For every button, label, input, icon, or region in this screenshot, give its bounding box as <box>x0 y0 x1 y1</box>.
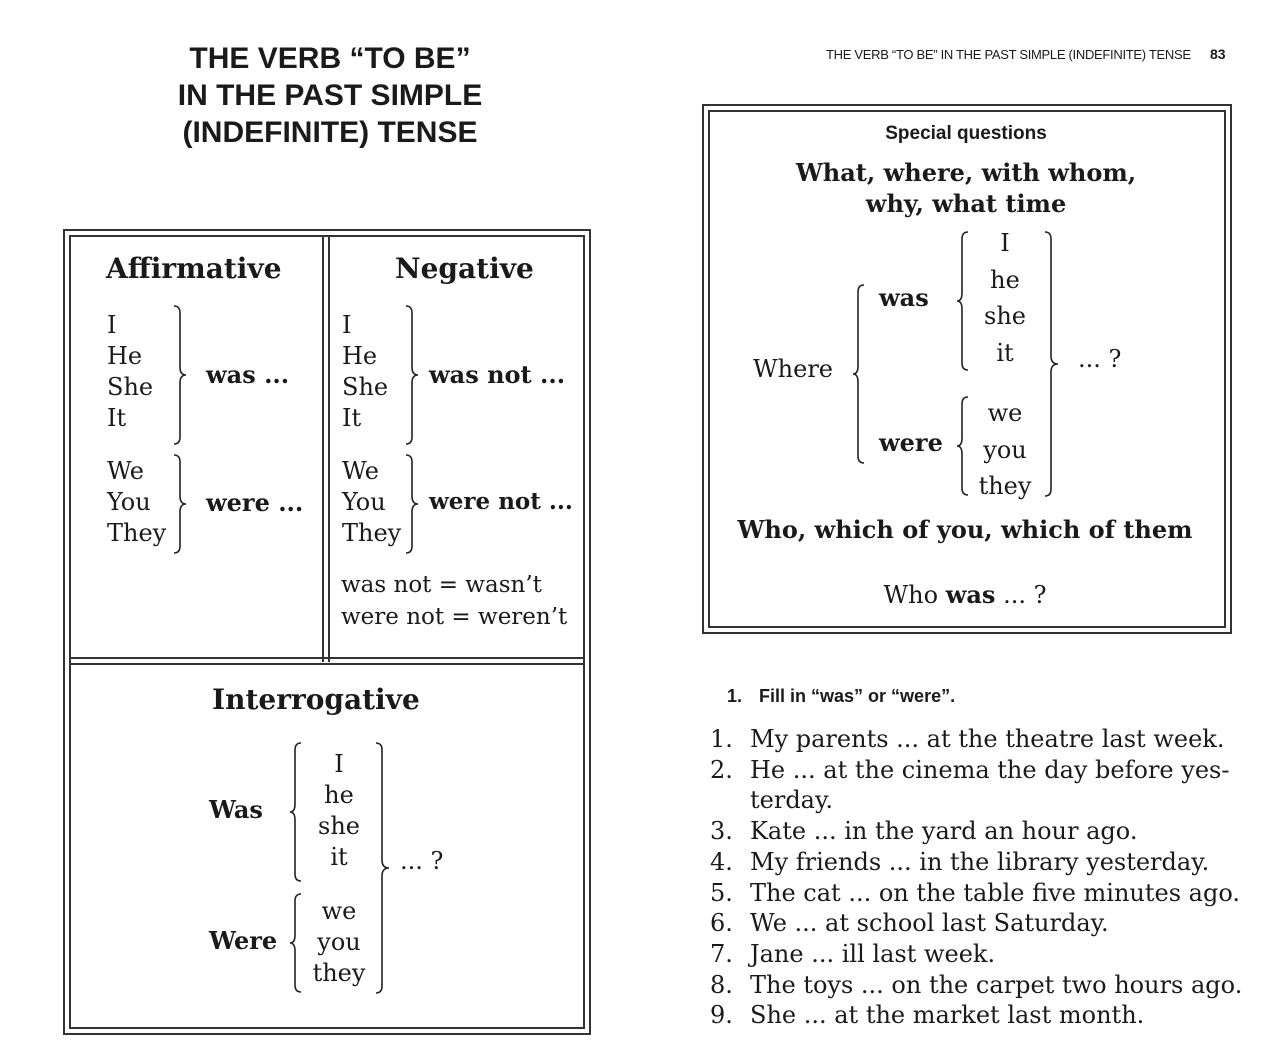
contraction-was: was not = wasn’t <box>341 572 542 598</box>
negative-plural-pronouns <box>342 456 401 549</box>
pronoun: I <box>107 311 117 339</box>
exercise-item <box>710 816 1250 847</box>
pronoun: She <box>342 373 389 401</box>
exercise-instruction: Fill in “was” or “were”. <box>759 686 956 706</box>
exercise-item-number: 4. <box>710 847 733 876</box>
exercise-item-text <box>750 755 1229 816</box>
pronoun: it <box>996 338 1014 367</box>
affirmative-plural-verb: were ... <box>206 488 304 517</box>
exercise-item-line: My parents ... at the theatre last week. <box>750 725 1225 753</box>
exercise-item-line: Kate ... in the yard an hour ago. <box>750 817 1138 846</box>
special-were: were <box>879 428 943 457</box>
affirmative-singular-verb: was ... <box>206 360 290 389</box>
exercise-heading <box>727 686 955 707</box>
table-divider-horizontal <box>69 663 583 665</box>
pronoun: You <box>342 488 386 516</box>
special-questions-heading: Special questions <box>885 123 1047 144</box>
pronoun: he <box>990 265 1020 294</box>
pronoun: they <box>312 959 366 987</box>
pronoun: it <box>330 843 348 871</box>
title-line: (INDEFINITE) TENSE <box>182 116 478 149</box>
exercise-item-number: 5. <box>710 878 733 907</box>
right-brace-icon <box>172 454 188 554</box>
who-example-suffix: ... ? <box>995 581 1047 609</box>
special-was: was <box>879 283 929 312</box>
affirmative-plural-pronouns <box>107 456 166 549</box>
exercise-number: 1. <box>727 686 743 706</box>
exercise-item-text <box>750 847 1209 878</box>
exercise-item <box>710 847 1250 878</box>
pronoun: They <box>107 519 167 547</box>
who-example <box>708 580 1222 609</box>
left-brace-icon <box>852 284 866 464</box>
exercise-item-line: We ... at school last Saturday. <box>750 909 1109 938</box>
who-line: Who, which of you, which of them <box>737 515 1193 544</box>
affirmative-heading: Affirmative <box>106 252 282 285</box>
pronoun: He <box>342 342 378 370</box>
exercise-item <box>710 908 1250 939</box>
wh-words-line: What, where, with whom, <box>795 158 1137 187</box>
pronoun: you <box>983 435 1027 464</box>
table-divider-vertical <box>322 235 324 662</box>
left-brace-icon <box>289 893 303 993</box>
right-brace-icon <box>172 305 188 445</box>
title-line: THE VERB “TO BE” <box>189 42 471 75</box>
pronoun: she <box>318 812 360 840</box>
exercise-item-number: 7. <box>710 939 733 968</box>
exercise-item-line: She ... at the market last month. <box>750 1001 1145 1030</box>
page-title <box>80 40 580 151</box>
left-brace-icon <box>289 742 303 882</box>
table-divider-vertical <box>328 235 330 662</box>
pronoun: I <box>1000 229 1010 257</box>
title-line: IN THE PAST SIMPLE <box>177 79 483 112</box>
where-label: Where <box>753 355 834 383</box>
pronoun: I <box>342 311 352 339</box>
left-brace-icon <box>956 396 970 496</box>
pronoun: It <box>107 404 127 432</box>
pronoun: We <box>342 457 379 485</box>
exercise-item-line: He ... at the cinema the day before yes- <box>750 755 1230 784</box>
exercise-item-text <box>750 724 1224 755</box>
left-brace-icon <box>956 231 970 371</box>
exercise-item-text <box>750 1000 1144 1031</box>
pronoun: You <box>107 488 151 516</box>
pronoun: We <box>107 457 144 485</box>
pronoun: It <box>342 404 362 432</box>
exercise-item <box>710 724 1250 755</box>
who-example-verb: was <box>945 580 996 609</box>
exercise-item <box>710 755 1250 816</box>
right-brace-icon <box>374 742 392 994</box>
affirmative-singular-pronouns <box>107 310 153 434</box>
right-brace-icon <box>404 454 420 554</box>
interrogative-heading: Interrogative <box>212 683 420 716</box>
pronoun: they <box>978 472 1032 500</box>
pronoun: he <box>324 781 354 809</box>
exercise-item <box>710 1000 1250 1031</box>
exercise-item-text <box>750 816 1137 847</box>
exercise-item-line: Jane ... ill last week. <box>750 939 996 968</box>
interrogative-tail: ... ? <box>400 847 444 875</box>
exercise-item-line: The toys ... on the carpet two hours ago. <box>750 970 1243 999</box>
exercise-item-number: 6. <box>710 909 733 938</box>
exercise-item <box>710 878 1250 909</box>
pronoun: She <box>107 373 154 401</box>
table-divider-horizontal <box>69 657 583 659</box>
exercise-item-text <box>750 878 1240 909</box>
exercise-item-line: The cat ... on the table five minutes ago. <box>750 878 1240 907</box>
pronoun: you <box>317 928 361 956</box>
running-header: THE VERB “TO BE” IN THE PAST SIMPLE (INDEFINITE) TENSE <box>826 47 1191 62</box>
wh-words <box>710 157 1222 219</box>
special-singular-pronouns <box>970 225 1040 371</box>
exercise-item-text <box>750 939 995 970</box>
pronoun: He <box>107 342 143 370</box>
exercise-item-number: 8. <box>710 970 733 999</box>
pronoun: we <box>987 399 1023 427</box>
who-example-prefix: Who <box>883 581 946 609</box>
negative-heading: Negative <box>395 252 534 285</box>
exercise-item-number: 9. <box>710 1001 733 1030</box>
interrogative-were: Were <box>209 926 278 955</box>
interrogative-plural-pronouns <box>304 896 374 989</box>
exercise-list <box>710 724 1250 1031</box>
wh-words-line: why, what time <box>865 189 1067 218</box>
exercise-item-text <box>750 970 1242 1001</box>
interrogative-was: Was <box>209 795 263 824</box>
exercise-item <box>710 939 1250 970</box>
pronoun: They <box>342 519 402 547</box>
negative-singular-verb: was not ... <box>429 360 566 389</box>
interrogative-singular-pronouns <box>304 749 374 873</box>
contraction-were: were not = weren’t <box>341 604 568 630</box>
negative-singular-pronouns <box>342 310 388 434</box>
exercise-item-number: 1. <box>710 725 733 753</box>
special-plural-pronouns <box>970 395 1040 505</box>
right-brace-icon <box>1043 231 1061 497</box>
pronoun: she <box>984 302 1026 330</box>
pronoun: we <box>321 897 357 925</box>
right-brace-icon <box>404 305 420 445</box>
negative-plural-verb: were not ... <box>429 488 573 515</box>
exercise-item-text <box>750 908 1109 939</box>
exercise-item <box>710 970 1250 1001</box>
exercise-item-line: My friends ... in the library yesterday. <box>750 847 1210 876</box>
special-tail: ... ? <box>1078 345 1122 373</box>
page-number: 83 <box>1210 46 1226 62</box>
exercise-item-number: 2. <box>710 755 733 784</box>
pronoun: I <box>334 750 344 778</box>
exercise-item-number: 3. <box>710 817 733 846</box>
exercise-item-line: terday. <box>750 786 833 815</box>
